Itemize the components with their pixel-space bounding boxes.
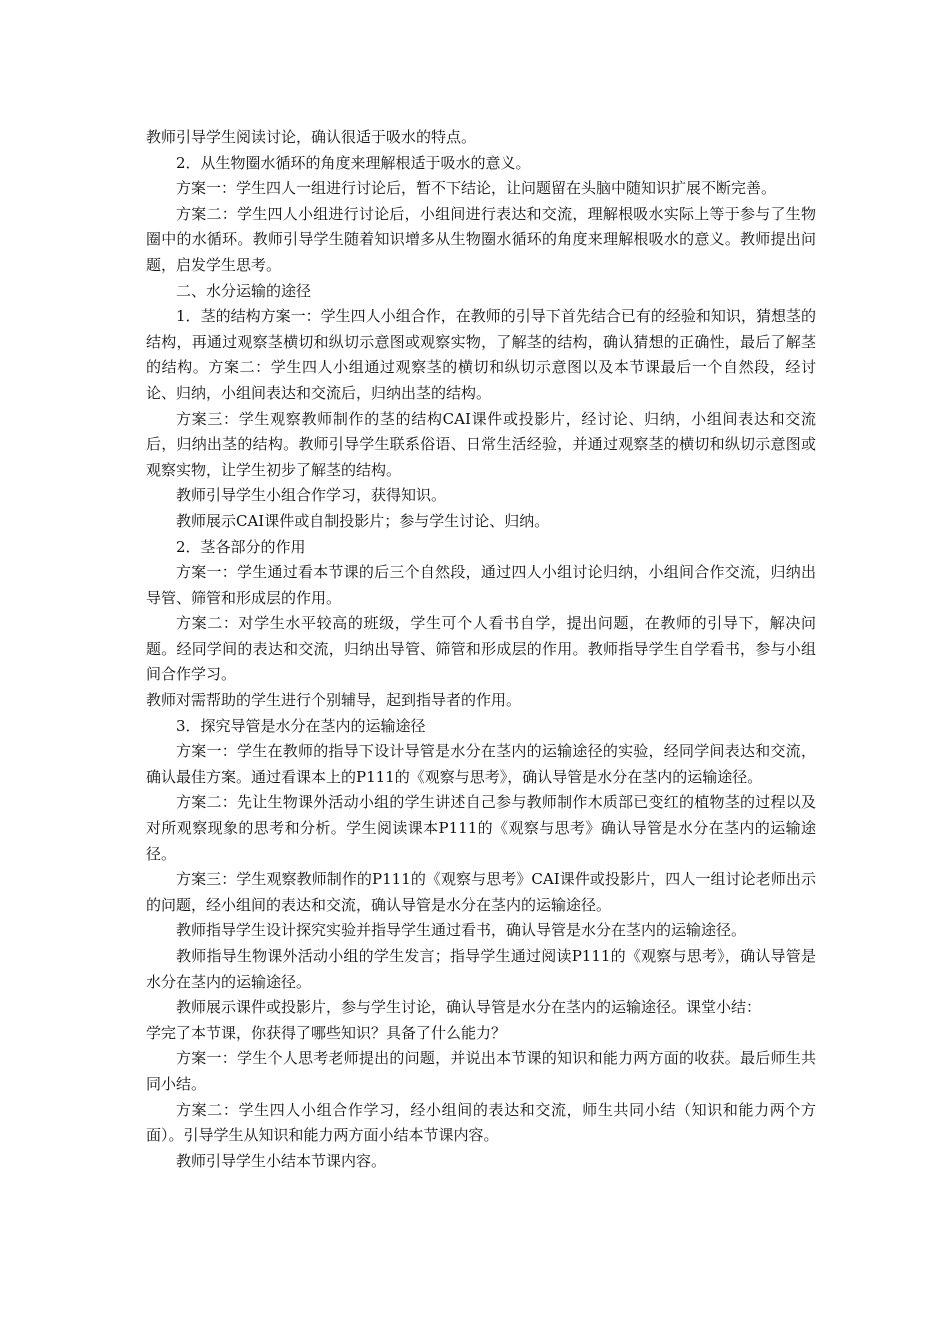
paragraph-20: 教师展示课件或投影片，参与学生讨论，确认导管是水分在茎内的运输途径。课堂小结：: [176, 998, 762, 1017]
paragraph-17: 方案三：学生观察教师制作的P111的《观察与思考》CAI课件或投影片，四人一组讨论老师出示的问题，经小组间的表达和交流，确认导管是水分在茎内的运输途径。: [146, 870, 816, 914]
paragraph-9: 教师展示CAI课件或自制投影片；参与学生讨论、归纳。: [176, 511, 550, 530]
subheading-3: 3．探究导管是水分在茎内的运输途径: [176, 716, 426, 735]
paragraph-21: 学完了本节课，你获得了哪些知识？具备了什么能力？: [146, 1023, 507, 1042]
paragraph-3: 方案一：学生四人一组进行讨论后，暂不下结论，让问题留在头脑中随知识扩展不断完善。: [176, 179, 777, 198]
paragraph-22: 方案一：学生个人思考老师提出的问题，并说出本节课的知识和能力两方面的收获。最后师生共同小结。: [146, 1049, 816, 1093]
paragraph-15: 方案一：学生在教师的指导下设计导管是水分在茎内的运输途径的实验，经同学间表达和交流，确认最佳方案。通过看课本上的P111的《观察与思考》，确认导管是水分在茎内的运输途径。: [146, 742, 816, 786]
paragraph-11: 方案一：学生通过看本节课的后三个自然段，通过四人小组讨论归纳，小组间合作交流，归纳出导管、筛管和形成层的作用。: [146, 563, 816, 607]
paragraph-1: 教师引导学生阅读讨论，确认很适于吸水的特点。: [146, 128, 477, 146]
subheading-2: 2．茎各部分的作用: [176, 537, 306, 556]
paragraph-8: 教师引导学生小组合作学习，获得知识。: [176, 486, 447, 505]
paragraph-2: 2．从生物圈水循环的角度来理解根适于吸水的意义。: [176, 153, 531, 172]
paragraph-12: 方案二：对学生水平较高的班级，学生可个人看书自学，提出问题，在教师的引导下，解决问题。经同学间的表达和交流，归纳出导管、筛管和形成层的作用。教师指导学生自学看书，参与小组间合作学习。: [146, 614, 816, 684]
section-heading: 二、水分运输的途径: [176, 281, 312, 300]
paragraph-16: 方案二：先让生物课外活动小组的学生讲述自己参与教师制作木质部已变红的植物茎的过程以及对所观察现象的思考和分析。学生阅读课本P111的《观察与思考》确认导管是水分在茎内的运输途径。: [146, 793, 816, 863]
document-body: [146, 125, 816, 1174]
paragraph-19: 教师指导生物课外活动小组的学生发言；指导学生通过阅读P111的《观察与思考》，确认导管是水分在茎内的运输途径。: [146, 947, 816, 991]
paragraph-18: 教师指导学生设计探究实验并指导学生通过看书，确认导管是水分在茎内的运输途径。: [176, 921, 747, 940]
paragraph-24: 教师引导学生小结本节课内容。: [176, 1151, 387, 1170]
paragraph-13: 教师对需帮助的学生进行个别辅导，起到指导者的作用。: [146, 691, 522, 710]
paragraph-6: 1．茎的结构方案一：学生四人小组合作，在教师的引导下首先结合已有的经验和知识，猜想茎的结构，再通过观察茎横切和纵切示意图或观察实物，了解茎的结构，确认猜想的正确性，最后了解茎的结构。方案二：学生四人小组通过观察茎的横切和纵切示意图以及本节课最后一个自然段，经讨论、归纳，小组间表达和交流后，归纳出茎的结构。: [146, 307, 816, 402]
paragraph-23: 方案二：学生四人小组合作学习，经小组间的表达和交流，师生共同小结（知识和能力两个方面）。引导学生从知识和能力两方面小结本节课内容。: [146, 1100, 816, 1145]
paragraph-4: 方案二：学生四人小组进行讨论后，小组间进行表达和交流，理解根吸水实际上等于参与了生物圈中的水循环。教师引导学生随着知识增多从生物圈水循环的角度来理解根吸水的意义。教师提出问题，启发学生思考。: [146, 204, 816, 274]
paragraph-7: 方案三：学生观察教师制作的茎的结构CAI课件或投影片，经讨论、归纳，小组间表达和交流后，归纳出茎的结构。教师引导学生联系俗语、日常生活经验，并通过观察茎的横切和纵切示意图或观察实物，让学生初步了解茎的结构。: [146, 409, 816, 479]
